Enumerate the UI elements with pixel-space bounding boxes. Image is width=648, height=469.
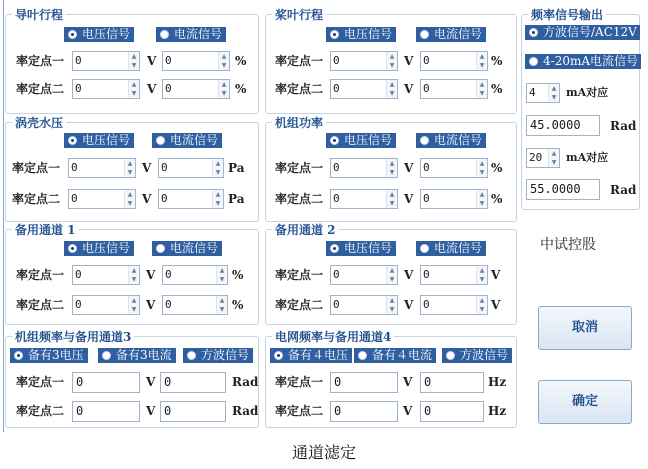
current-radio[interactable]: 电流信号 xyxy=(416,241,486,256)
point1-voltage-input[interactable]: 0 ▲ ▼ xyxy=(330,158,398,178)
voltage-unit: V xyxy=(404,161,414,175)
voltage-unit: V xyxy=(404,268,414,282)
rate-point-2-label: 率定点二 xyxy=(12,192,61,206)
voltage-radio[interactable]: 电压信号 xyxy=(326,27,396,42)
point1-value-input[interactable]: 0 ▲ ▼ xyxy=(420,265,488,285)
value-unit: % xyxy=(232,268,244,282)
radio-dot-icon xyxy=(156,244,165,253)
group-spare-channel-2 xyxy=(265,223,517,325)
point2-voltage-input[interactable]: 0 ▲ ▼ xyxy=(330,189,398,209)
point2-voltage-input[interactable]: 0 ▲ ▼ xyxy=(330,295,398,315)
value-unit: % xyxy=(491,161,503,175)
voltage-unit: V xyxy=(146,375,156,389)
point2-value-input[interactable]: 0 ▲ ▼ xyxy=(158,189,224,209)
point1-voltage-input[interactable]: 0 xyxy=(72,372,140,393)
voltage-unit: V xyxy=(403,375,413,389)
rate-point-2-label: 率定点二 xyxy=(16,82,65,96)
ma-label: mA对应 xyxy=(566,151,609,164)
point2-voltage-input[interactable]: 0 xyxy=(72,401,140,422)
value-unit: Pa xyxy=(228,192,245,206)
point1-voltage-input[interactable]: 0 ▲ ▼ xyxy=(72,51,140,71)
square-wave-ac12v-radio[interactable]: 方波信号/AC12V xyxy=(525,25,640,40)
group-blade xyxy=(265,8,517,114)
radio-dot-icon xyxy=(68,136,77,145)
voltage-unit: V xyxy=(146,404,156,418)
voltage-radio[interactable]: 电压信号 xyxy=(64,133,134,148)
radio-dot-icon xyxy=(420,30,429,39)
point2-value-input[interactable]: 0 ▲ ▼ xyxy=(420,189,488,209)
voltage-unit: V xyxy=(142,161,152,175)
company-label: 中试控股 xyxy=(540,237,596,253)
radio-dot-icon xyxy=(68,244,77,253)
value-unit: Pa xyxy=(228,161,245,175)
value-unit: % xyxy=(232,298,244,312)
rate-point-2-label: 率定点二 xyxy=(275,298,324,312)
ma-low-input[interactable]: 4 ▲ ▼ xyxy=(526,83,560,103)
radio-dot-icon xyxy=(529,57,538,66)
spare3-current-radio[interactable]: 备有3电流 xyxy=(98,348,176,363)
voltage-unit: V xyxy=(404,82,414,96)
group-title: 桨叶行程 xyxy=(272,9,326,21)
group-title: 导叶行程 xyxy=(12,9,66,21)
point2-value-input[interactable]: 0 ▲ ▼ xyxy=(420,79,488,99)
rad-low-input[interactable]: 45.0000 xyxy=(526,115,600,136)
rate-point-1-label: 率定点一 xyxy=(16,268,65,282)
point1-value-input[interactable]: 0 xyxy=(420,372,484,393)
point2-voltage-input[interactable]: 0 ▲ ▼ xyxy=(72,79,140,99)
group-unit-frequency xyxy=(5,330,259,428)
current-radio[interactable]: 电流信号 xyxy=(152,133,222,148)
value-unit: % xyxy=(235,54,247,68)
point2-voltage-input[interactable]: 0 ▲ ▼ xyxy=(68,189,136,209)
point1-voltage-input[interactable]: 0 ▲ ▼ xyxy=(330,51,398,71)
value-unit: % xyxy=(491,82,503,96)
value-unit: V xyxy=(491,268,501,282)
current-radio[interactable]: 电流信号 xyxy=(152,241,222,256)
spare3-voltage-radio[interactable]: 备有3电压 xyxy=(10,348,88,363)
value-unit: % xyxy=(491,54,503,68)
rate-point-1-label: 率定点一 xyxy=(275,268,324,282)
rate-point-1-label: 率定点一 xyxy=(275,54,324,68)
rate-point-2-label: 率定点二 xyxy=(275,192,324,206)
point1-value-input[interactable]: 0 ▲ ▼ xyxy=(158,158,224,178)
current-4-20ma-radio[interactable]: 4-20mA电流信号 xyxy=(525,54,641,69)
radio-dot-icon xyxy=(68,30,77,39)
square-wave-radio[interactable]: 方波信号 xyxy=(183,348,253,363)
group-grid-frequency xyxy=(265,330,517,428)
group-title: 频率信号输出 xyxy=(528,9,606,21)
group-guide-vane xyxy=(5,8,259,114)
group-frequency-output xyxy=(521,8,640,210)
point2-value-input[interactable]: 0 xyxy=(160,401,226,422)
point2-value-input[interactable]: 0 ▲ ▼ xyxy=(162,295,228,315)
square-wave-radio[interactable]: 方波信号 xyxy=(442,348,512,363)
voltage-unit: V xyxy=(404,192,414,206)
radio-dot-icon xyxy=(14,351,23,360)
point2-value-input[interactable]: 0 ▲ ▼ xyxy=(420,295,488,315)
rate-point-2-label: 率定点二 xyxy=(16,404,65,418)
voltage-unit: V xyxy=(146,268,156,282)
point2-value-input[interactable]: 0 xyxy=(420,401,484,422)
group-spare-channel-1 xyxy=(5,223,259,325)
ma-high-input[interactable]: 20 ▲ ▼ xyxy=(526,148,560,168)
group-title: 备用通道 1 xyxy=(12,224,79,236)
voltage-unit: V xyxy=(404,298,414,312)
radio-dot-icon xyxy=(102,351,111,360)
value-unit: % xyxy=(491,192,503,206)
point2-voltage-input[interactable]: 0 xyxy=(330,401,398,422)
point2-value-input[interactable]: 0 ▲ ▼ xyxy=(162,79,230,99)
value-unit: Hz xyxy=(488,404,507,418)
radio-dot-icon xyxy=(156,136,165,145)
point1-voltage-input[interactable]: 0 ▲ ▼ xyxy=(68,158,136,178)
rate-point-1-label: 率定点一 xyxy=(16,54,65,68)
voltage-unit: V xyxy=(147,54,157,68)
voltage-radio[interactable]: 电压信号 xyxy=(64,27,134,42)
current-radio[interactable]: 电流信号 xyxy=(156,27,226,42)
value-unit: V xyxy=(491,298,501,312)
radio-dot-icon xyxy=(160,30,169,39)
group-unit-power xyxy=(265,116,517,222)
page-caption: 通道滤定 xyxy=(291,443,356,462)
group-title: 备用通道 2 xyxy=(272,224,339,236)
radio-dot-icon xyxy=(446,351,455,360)
rate-point-2-label: 率定点二 xyxy=(16,298,65,312)
rate-point-2-label: 率定点二 xyxy=(275,82,324,96)
voltage-unit: V xyxy=(403,404,413,418)
rate-point-2-label: 率定点二 xyxy=(275,404,324,418)
rate-point-1-label: 率定点一 xyxy=(16,375,65,389)
point1-voltage-input[interactable]: 0 ▲ ▼ xyxy=(330,265,398,285)
voltage-unit: V xyxy=(142,192,152,206)
rate-point-1-label: 率定点一 xyxy=(275,375,324,389)
ok-button[interactable]: 确定 xyxy=(538,380,632,424)
value-unit: % xyxy=(235,82,247,96)
value-unit: Hz xyxy=(488,375,507,389)
radio-dot-icon xyxy=(420,244,429,253)
point1-value-input[interactable]: 0 ▲ ▼ xyxy=(420,51,488,71)
voltage-radio[interactable]: 电压信号 xyxy=(64,241,134,256)
radio-dot-icon xyxy=(330,244,339,253)
rate-point-1-label: 率定点一 xyxy=(275,161,324,175)
voltage-unit: V xyxy=(147,82,157,96)
radio-dot-icon xyxy=(330,136,339,145)
point2-voltage-input[interactable]: 0 ▲ ▼ xyxy=(72,295,140,315)
radio-dot-icon xyxy=(330,30,339,39)
point2-voltage-input[interactable]: 0 ▲ ▼ xyxy=(330,79,398,99)
rate-point-1-label: 率定点一 xyxy=(12,161,61,175)
spare4-voltage-radio[interactable]: 备有４电压 xyxy=(270,348,352,363)
group-title: 机组功率 xyxy=(272,117,326,129)
group-title: 电网频率与备用通道4 xyxy=(272,331,394,343)
group-title: 涡壳水压 xyxy=(12,117,66,129)
point1-value-input[interactable]: 0 ▲ ▼ xyxy=(420,158,488,178)
rad-unit: Rad xyxy=(610,119,637,133)
radio-dot-icon xyxy=(187,351,196,360)
group-spiral-pressure xyxy=(5,116,259,222)
ma-label: mA对应 xyxy=(566,86,609,99)
radio-dot-icon xyxy=(358,351,367,360)
voltage-radio[interactable]: 电压信号 xyxy=(326,241,396,256)
radio-dot-icon xyxy=(274,351,283,360)
value-unit: Rad xyxy=(232,404,259,418)
voltage-unit: V xyxy=(404,54,414,68)
rad-high-input[interactable]: 55.0000 xyxy=(526,179,600,200)
point1-voltage-input[interactable]: 0 xyxy=(330,372,398,393)
point1-voltage-input[interactable]: 0 ▲ ▼ xyxy=(72,265,140,285)
cancel-button[interactable]: 取消 xyxy=(538,306,632,350)
window-edge xyxy=(3,0,4,432)
spare4-current-radio[interactable]: 备有４电流 xyxy=(354,348,436,363)
point1-value-input[interactable]: 0 xyxy=(160,372,226,393)
radio-dot-icon xyxy=(529,28,538,37)
radio-dot-icon xyxy=(420,136,429,145)
value-unit: Rad xyxy=(232,375,259,389)
current-radio[interactable]: 电流信号 xyxy=(416,27,486,42)
current-radio[interactable]: 电流信号 xyxy=(416,133,486,148)
group-title: 机组频率与备用通道3 xyxy=(12,331,134,343)
rad-unit: Rad xyxy=(610,183,637,197)
point1-value-input[interactable]: 0 ▲ ▼ xyxy=(162,51,230,71)
voltage-unit: V xyxy=(146,298,156,312)
voltage-radio[interactable]: 电压信号 xyxy=(326,133,396,148)
point1-value-input[interactable]: 0 ▲ ▼ xyxy=(162,265,228,285)
